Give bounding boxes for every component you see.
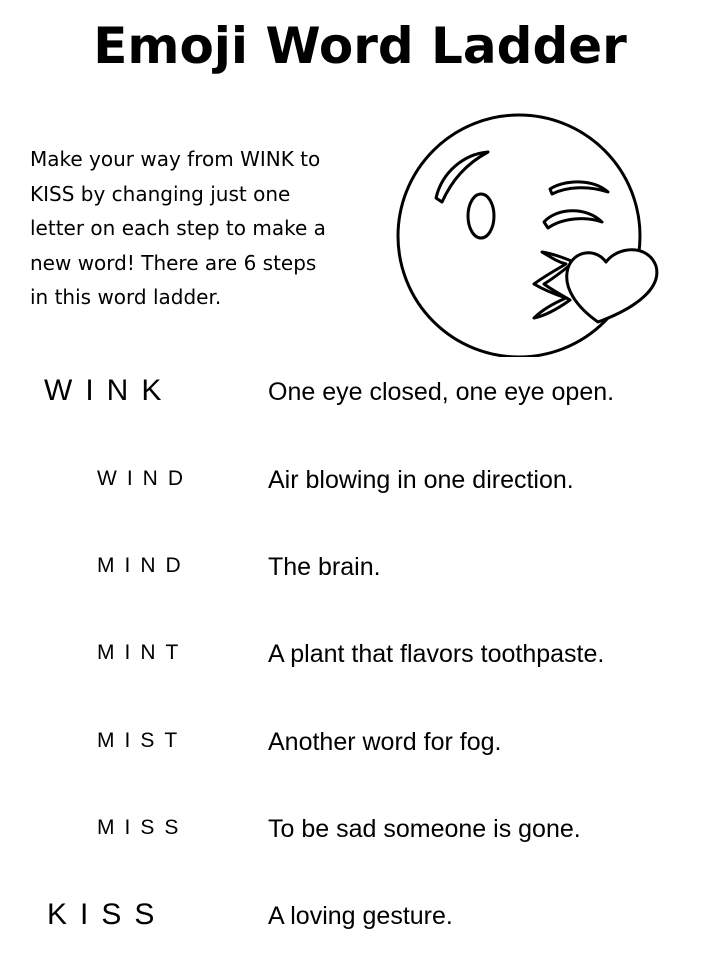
ladder-word: WINK bbox=[44, 374, 175, 407]
kissing-face-with-heart-icon bbox=[392, 112, 662, 357]
ladder-word: MIST bbox=[97, 729, 188, 752]
ladder-row-start bbox=[0, 370, 720, 410]
ladder-clue: Another word for fog. bbox=[268, 728, 502, 756]
ladder-word: MISS bbox=[97, 816, 189, 839]
ladder-clue: The brain. bbox=[268, 553, 381, 581]
ladder-clue: A loving gesture. bbox=[268, 902, 453, 930]
ladder-row bbox=[0, 458, 720, 498]
ladder-word: MINT bbox=[97, 641, 189, 664]
ladder-row bbox=[0, 720, 720, 760]
instructions-text: Make your way from WINK to KISS by changing just one letter on each step to make a new word! There are 6 steps in this word ladder. bbox=[30, 147, 326, 309]
ladder-row-end bbox=[0, 894, 720, 934]
page-title: Emoji Word Ladder bbox=[93, 17, 627, 75]
ladder-clue: Air blowing in one direction. bbox=[268, 466, 574, 494]
ladder-row bbox=[0, 632, 720, 672]
ladder-word: WIND bbox=[97, 467, 193, 490]
ladder-clue: A plant that flavors toothpaste. bbox=[268, 640, 605, 668]
ladder-word: KISS bbox=[47, 898, 168, 931]
ladder-clue: One eye closed, one eye open. bbox=[268, 378, 615, 406]
ladder-clue: To be sad someone is gone. bbox=[268, 815, 581, 843]
left-eye bbox=[468, 194, 494, 238]
ladder-row bbox=[0, 807, 720, 847]
ladder-word: MIND bbox=[97, 554, 191, 577]
ladder-row bbox=[0, 545, 720, 585]
